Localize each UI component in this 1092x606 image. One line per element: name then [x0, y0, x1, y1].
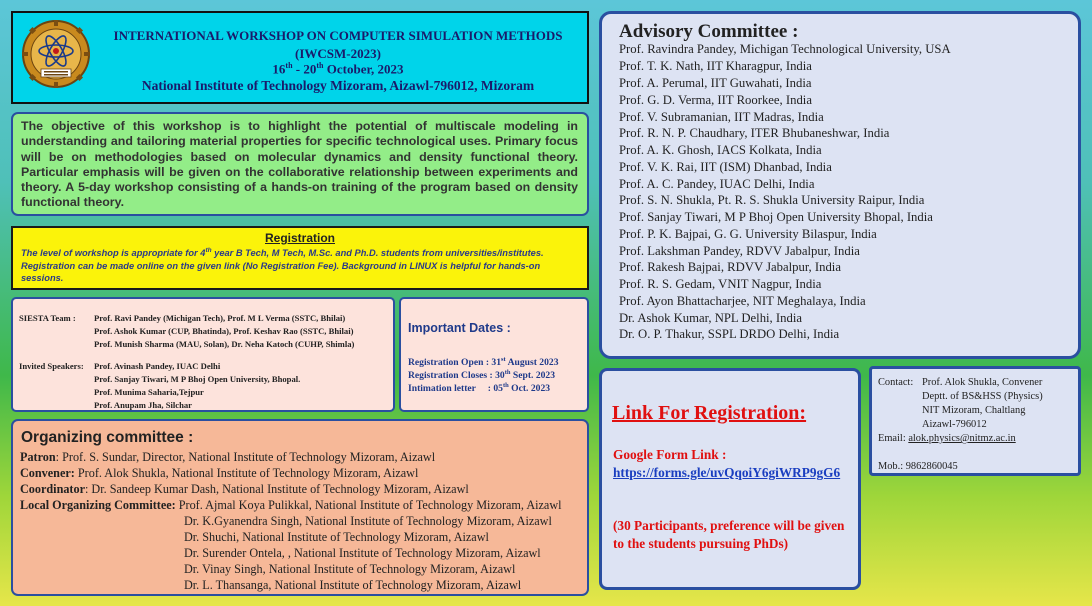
workshop-venue: National Institute of Technology Mizoram, Aizawl-796012, Mizoram: [141, 78, 535, 93]
siesta-team-line: Prof. Ashok Kumar (CUP, Bhatinda), Prof. Keshav Rao (SSTC, Bhilai): [94, 326, 354, 336]
advisory-member: Prof. Lakshman Pandey, RDVV Jabalpur, India: [619, 244, 860, 258]
local-committee-member: Dr. L. Thansanga, National Institute of Technology Mizoram, Aizawl: [184, 578, 522, 592]
invited-speaker: Prof. Avinash Pandey, IUAC Delhi: [94, 361, 221, 371]
contact-dept: Deptt. of BS&HSS (Physics): [922, 391, 1043, 402]
registration-text: The level of workshop is appropriate for 4th year B Tech, M Tech, M.Sc. and Ph.D. students from universities/institutes. Registration can be made online on the given link (No Registration Fee). Background in LINUX is helpful for hands-on sessions.: [21, 247, 544, 284]
invited-speaker: Prof. Anupam Jha, Silchar: [94, 400, 192, 410]
google-form-link[interactable]: https://forms.gle/uvQqoiY6giWRP9gG6: [613, 465, 841, 480]
date-registration-closes: Registration Closes : 30th Sept. 2023: [408, 369, 556, 382]
siesta-team-label: SIESTA Team :: [19, 313, 76, 323]
nit-mizoram-logo-icon: [21, 19, 91, 89]
contact-email: Email: alok.physics@nitmz.ac.in: [878, 433, 1016, 444]
invited-speaker: Prof. Munima Saharia,Tejpur: [94, 387, 204, 397]
contact-label: Contact:: [878, 377, 914, 388]
advisory-member: Prof. A. K. Ghosh, IACS Kolkata, India: [619, 143, 822, 157]
contact-mobile: Mob.: 9862860045: [878, 461, 958, 472]
local-committee-member: Dr. Surender Ontela, , National Institute of Technology Mizoram, Aizawl: [184, 546, 541, 560]
invited-speaker: Prof. Sanjay Tiwari, M P Bhoj Open University, Bhopal.: [94, 374, 301, 384]
objective-text: The objective of this workshop is to highlight the potential of multiscale modeling in understanding and tailoring material properties for specific technological uses. Primary focus will be on methodologies based on molecular dynamics and density functional theory. Particular emphasis will be given on the collaborative relationship between experiments and theory. A 5-day workshop consisting of a hands-on training of the program based on density functional theory.: [21, 119, 578, 210]
advisory-member: Prof. A. C. Pandey, IUAC Delhi, India: [619, 177, 815, 191]
advisory-member: Prof. G. D. Verma, IIT Roorkee, India: [619, 93, 812, 107]
siesta-team-line: Prof. Munish Sharma (MAU, Solan), Dr. Neha Katoch (CUHP, Shimla): [94, 339, 355, 349]
coordinator: Coordinator: Dr. Sandeep Kumar Dash, National Institute of Technology Mizoram, Aizawl: [20, 482, 469, 496]
advisory-member: Prof. S. N. Shukla, Pt. R. S. Shukla University Raipur, India: [619, 193, 925, 207]
link-title: Link For Registration:: [612, 402, 807, 424]
contact-panel: [869, 366, 1081, 476]
local-committee-member: Dr. Shuchi, National Institute of Technology Mizoram, Aizawl: [184, 530, 489, 544]
local-committee-member: Dr. K.Gyanendra Singh, National Institute of Technology Mizoram, Aizawl: [184, 514, 552, 528]
registration-link-panel: [599, 368, 861, 590]
workshop-title: INTERNATIONAL WORKSHOP ON COMPUTER SIMULATION METHODS: [113, 28, 563, 43]
advisory-member: Prof. V. Subramanian, IIT Madras, India: [619, 110, 824, 124]
advisory-member: Prof. P. K. Bajpai, G. G. University Bilaspur, India: [619, 227, 877, 241]
contact-institute: NIT Mizoram, Chaltlang: [922, 405, 1026, 416]
important-dates-panel: [399, 297, 589, 412]
objective-panel: [11, 112, 589, 216]
workshop-acronym: (IWCSM-2023): [295, 46, 381, 61]
advisory-member: Prof. R. S. Gedam, VNIT Nagpur, India: [619, 277, 822, 291]
contact-pincode: Aizawl-796012: [922, 419, 987, 430]
email-link[interactable]: alok.physics@nitmz.ac.in: [908, 433, 1016, 444]
date-intimation-letter: Intimation letter : 05th Oct. 2023: [408, 382, 551, 395]
local-committee-member: Dr. Vinay Singh, National Institute of Technology Mizoram, Aizawl: [184, 562, 516, 576]
advisory-member: Prof. Rakesh Bajpai, RDVV Jabalpur, India: [619, 260, 841, 274]
registration-title: Registration: [264, 231, 335, 245]
advisory-member: Prof. A. Perumal, IIT Guwahati, India: [619, 76, 812, 90]
convener: Convener: Prof. Alok Shukla, National Institute of Technology Mizoram, Aizawl: [20, 466, 419, 480]
siesta-team-line: Prof. Ravi Pandey (Michigan Tech), Prof. M L Verma (SSTC, Bhilai): [94, 313, 346, 323]
advisory-member: Prof. T. K. Nath, IIT Kharagpur, India: [619, 59, 812, 73]
invited-speakers-label: Invited Speakers:: [19, 361, 84, 371]
advisory-member: Prof. Ayon Bhattacharjee, NIT Meghalaya, India: [619, 294, 866, 308]
advisory-member: Prof. Sanjay Tiwari, M P Bhoj Open University Bhopal, India: [619, 210, 933, 224]
advisory-title: Advisory Committee :: [619, 21, 799, 42]
advisory-committee-panel: [599, 11, 1081, 359]
advisory-member: Prof. R. N. P. Chaudhary, ITER Bhubaneshwar, India: [619, 126, 890, 140]
advisory-member: Dr. Ashok Kumar, NPL Delhi, India: [619, 311, 802, 325]
date-registration-open: Registration Open : 31st August 2023: [408, 356, 559, 369]
google-form-label: Google Form Link :: [613, 447, 727, 462]
participants-note: (30 Participants, preference will be given to the students pursuing PhDs): [613, 518, 845, 551]
patron: Patron: Prof. S. Sundar, Director, National Institute of Technology Mizoram, Aizawl: [20, 450, 436, 464]
important-dates-title: Important Dates :: [408, 321, 511, 335]
workshop-dates: 16th - 20th October, 2023: [272, 61, 404, 77]
siesta-team-panel: [11, 297, 395, 412]
registration-panel: [11, 226, 589, 290]
local-committee: Local Organizing Committee: Prof. Ajmal Koya Pulikkal, National Institute of Technology Mizoram, Aizawl: [20, 498, 562, 512]
organizing-title: Organizing committee :: [21, 429, 194, 446]
advisory-member: Prof. V. K. Rai, IIT (ISM) Dhanbad, India: [619, 160, 832, 174]
contact-name: Prof. Alok Shukla, Convener: [922, 377, 1043, 388]
advisory-member: Prof. Ravindra Pandey, Michigan Technological University, USA: [619, 42, 951, 56]
advisory-member: Dr. O. P. Thakur, SSPL DRDO Delhi, India: [619, 327, 840, 341]
organizing-committee-panel: [11, 419, 589, 596]
workshop-header: [11, 11, 589, 104]
